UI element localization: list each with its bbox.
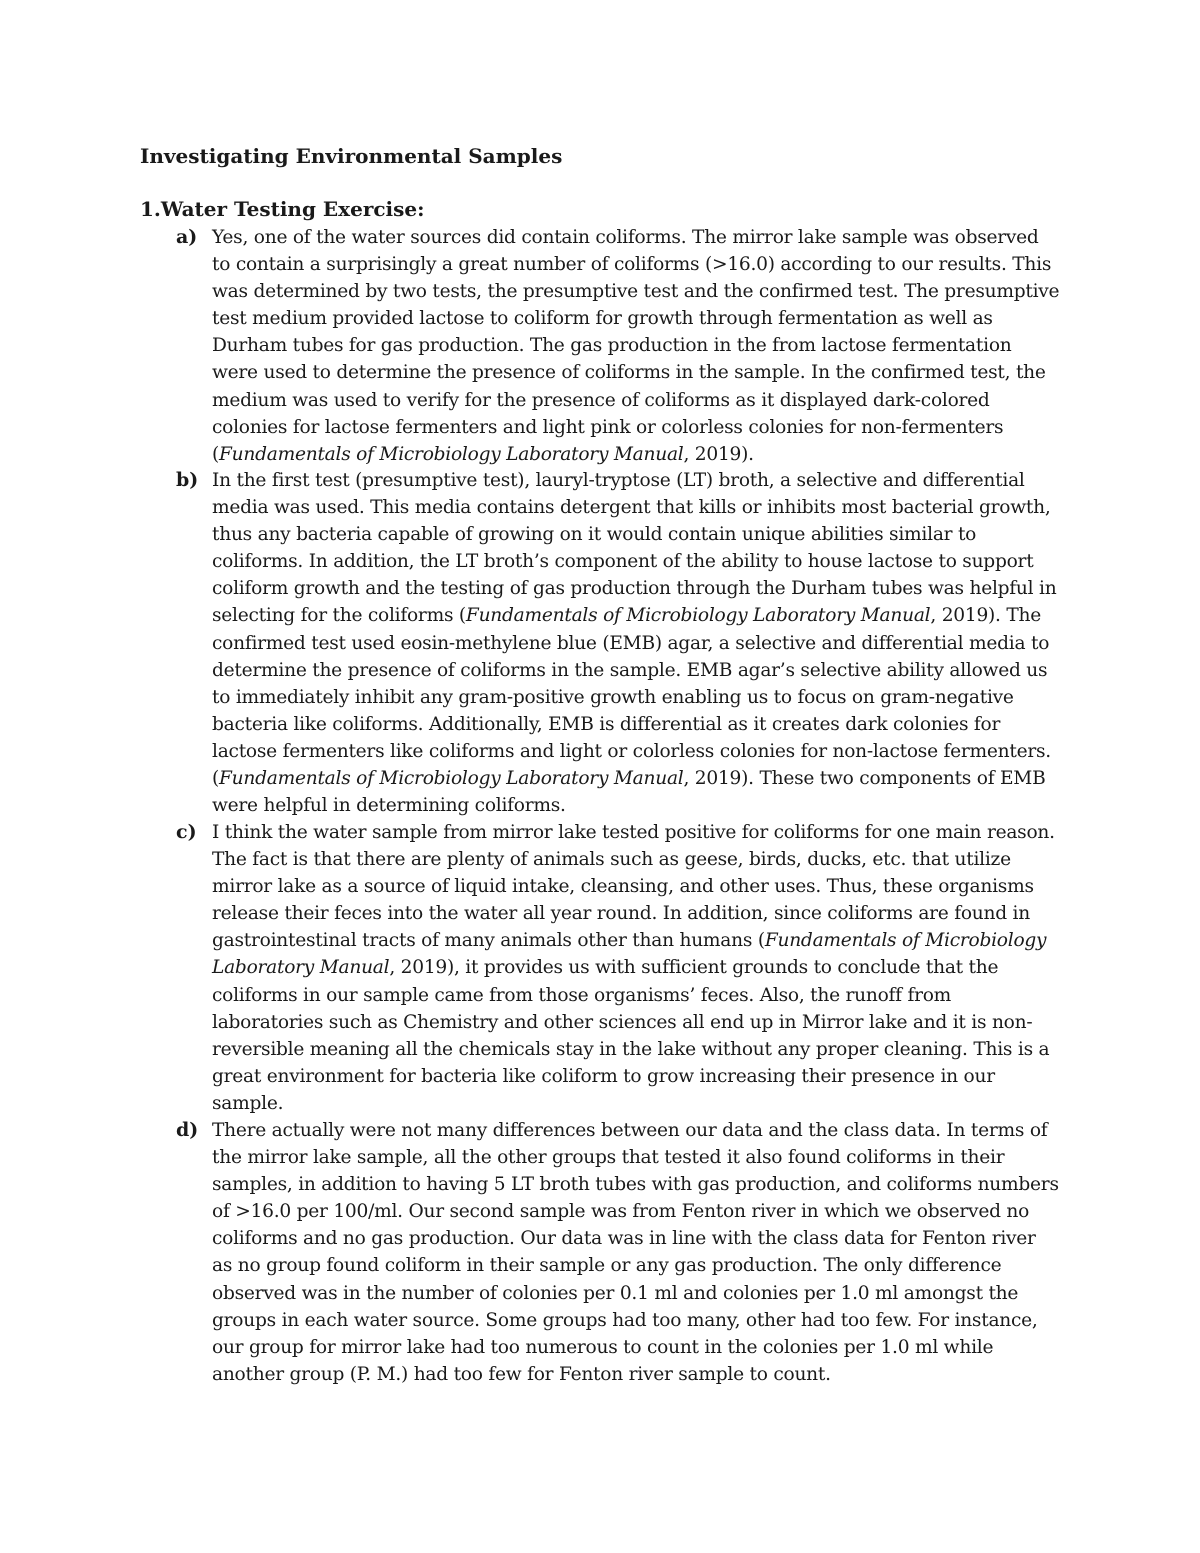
section-heading: 1.Water Testing Exercise:	[140, 197, 425, 221]
citation-title: Fundamentals of Microbiology Laboratory Manual	[465, 605, 931, 627]
list-item-text	[212, 224, 1060, 468]
list-item-text	[212, 467, 1060, 819]
list-marker: c)	[176, 821, 197, 843]
citation-title: Fundamentals of Microbiology Laboratory Manual	[219, 768, 684, 790]
text-run: There actually were not many differences between our data and the class data. In terms of the mirror lake sample, all the other groups that tested it also found coliforms in their samples, in addition to having 5 LT broth tubes with gas production, and coliforms numbers of >16.0 per 100/ml. Our second sample was from Fenton river in which we observed no coliforms and no gas production. Our data was in line with the class data for Fenton river as no group found coliform in their sample or any gas production. The only difference observed was in the number of colonies per 0.1 ml and colonies per 1.0 ml amongst the groups in each water source. Some groups had too many, other had too few. For instance, our group for mirror lake had too numerous to count in the colonies per 1.0 ml while another group (P. M.) had too few for Fenton river sample to count.	[212, 1120, 1059, 1385]
citation-title: Fundamentals of Microbiology Laboratory Manual	[219, 443, 684, 465]
list-marker: d)	[176, 1119, 199, 1141]
citation-title: Fundamentals of Microbiology Laboratory Manual	[212, 930, 1047, 979]
list-item-text	[212, 819, 1060, 1117]
text-run: , 2019). The confirmed test used eosin-methylene blue (EMB) agar, a selective and differential media to determine the presence of coliforms in the sample. EMB agar’s selective ability allowed us to immediately inhibit any gram-positive growth enabling us to focus on gram-negative bacteria like coliforms. Additionally, EMB is differential as it creates dark colonies for lactose fermenters like coliforms and light or colorless colonies for non-lactose fermenters. (	[212, 605, 1051, 790]
document-title: Investigating Environmental Samples	[140, 144, 563, 168]
text-run: , 2019). These two components of EMB were helpful in determining coliforms.	[212, 768, 1046, 817]
text-run: I think the water sample from mirror lake tested positive for coliforms for one main reason. The fact is that there are plenty of animals such as geese, birds, ducks, etc. that utilize mirror lake as a source of liquid intake, cleansing, and other uses. Thus, these organisms release their feces into the water all year round. In addition, since coliforms are found in gastrointestinal tracts of many animals other than humans (	[212, 822, 1055, 952]
list-marker: b)	[176, 469, 199, 491]
text-run: , 2019), it provides us with sufficient grounds to conclude that the coliforms in our sample came from those organisms’ feces. Also, the runoff from laboratories such as Chemistry and other sciences all end up in Mirror lake and it is non-reversible meaning all the chemicals stay in the lake without any proper cleaning. This is a great environment for bacteria like coliform to grow increasing their presence in our sample.	[212, 957, 1050, 1114]
text-run: In the first test (presumptive test), lauryl-tryptose (LT) broth, a selective and differential media was used. This media contains detergent that kills or inhibits most bacterial growth, thus any bacteria capable of growing on it would contain unique abilities similar to coliforms. In addition, the LT broth’s component of the ability to house lactose to support coliform growth and the testing of gas production through the Durham tubes was helpful in selecting for the coliforms (	[212, 470, 1057, 627]
list-item-text	[212, 1117, 1060, 1388]
text-run: , 2019).	[683, 443, 754, 465]
list-marker: a)	[176, 226, 198, 248]
text-run: Yes, one of the water sources did contain coliforms. The mirror lake sample was observed to contain a surprisingly a great number of coliforms (>16.0) according to our results. This was determined by two tests, the presumptive test and the confirmed test. The presumptive test medium provided lactose to coliform for growth through fermentation as well as Durham tubes for gas production. The gas production in the from lactose fermentation were used to determine the presence of coliforms in the sample. In the confirmed test, the medium was used to verify for the presence of coliforms as it displayed dark-colored colonies for lactose fermenters and light pink or colorless colonies for non-fermenters (	[212, 227, 1060, 465]
